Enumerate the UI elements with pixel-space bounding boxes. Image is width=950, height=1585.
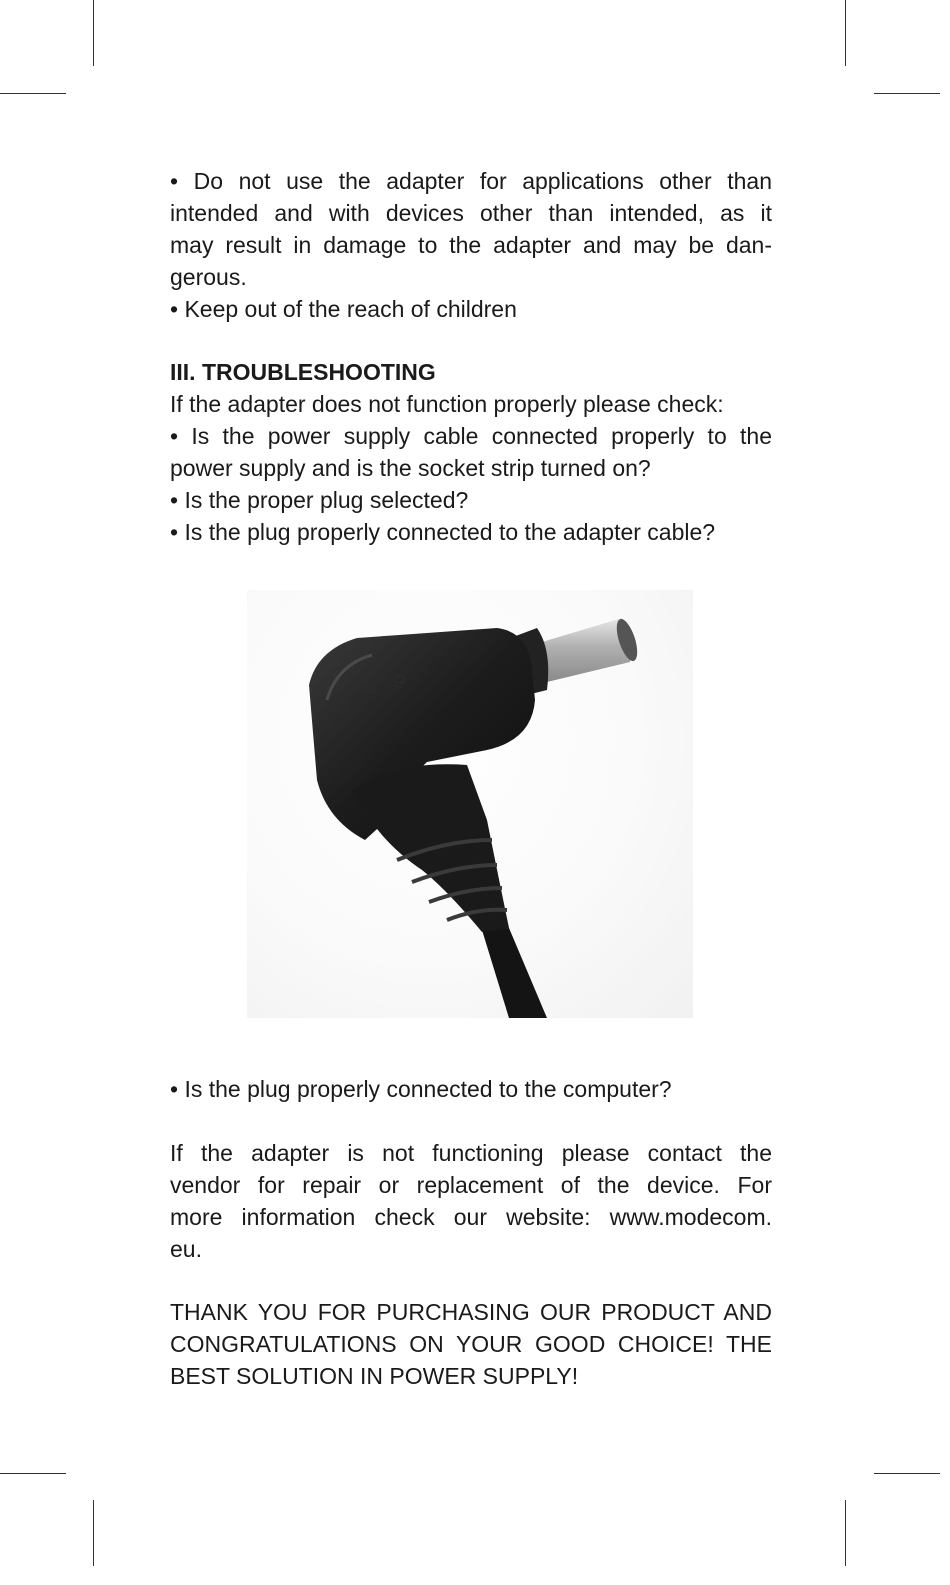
crop-mark-top-right xyxy=(845,0,846,66)
text-line: gerous. xyxy=(170,264,247,290)
text-line: power supply and is the socket strip turned on? xyxy=(170,455,651,481)
text-line: • Do not use the adapter for applications other than xyxy=(170,168,772,194)
text-line: vendor for repair or replacement of the device. For xyxy=(170,1172,772,1198)
check-cable xyxy=(170,420,772,484)
text-line: If the adapter is not functioning please contact the xyxy=(170,1140,772,1166)
crop-mark-bottom-left xyxy=(93,1500,94,1566)
svg-text:B: B xyxy=(363,682,382,697)
thank-you-paragraph xyxy=(170,1296,772,1392)
crop-mark-top-left-h xyxy=(0,93,66,94)
plug-photo xyxy=(247,590,693,1018)
text-line: may result in damage to the adapter and may be dan- xyxy=(170,232,772,258)
angled-dc-plug-image xyxy=(247,590,693,1018)
crop-mark-bottom-right xyxy=(845,1500,846,1566)
text-line: intended and with devices other than intended, as it xyxy=(170,200,772,226)
crop-mark-top-left xyxy=(93,0,94,66)
text-line: THANK YOU FOR PURCHASING OUR PRODUCT AND xyxy=(170,1299,772,1325)
check-plug-adapter: • Is the plug properly connected to the adapter cable? xyxy=(170,519,716,545)
text-line: more information check our website: www.modecom. xyxy=(170,1204,772,1230)
crop-mark-top-right-h xyxy=(874,93,940,94)
crop-mark-bottom-right-h xyxy=(874,1473,940,1474)
safety-bullet-usage xyxy=(170,165,772,293)
check-plug-computer: • Is the plug properly connected to the computer? xyxy=(170,1076,672,1102)
text-line: BEST SOLUTION IN POWER SUPPLY! xyxy=(170,1363,579,1389)
safety-bullet-children: • Keep out of the reach of children xyxy=(170,296,517,322)
text-line: • Is the power supply cable connected properly to the xyxy=(170,423,772,449)
section-heading: III. TROUBLESHOOTING xyxy=(170,359,436,385)
svg-text:ID: ID xyxy=(390,672,410,692)
text-line: eu. xyxy=(170,1236,202,1262)
contact-paragraph xyxy=(170,1137,772,1265)
text-line: CONGRATULATIONS ON YOUR GOOD CHOICE! THE xyxy=(170,1331,772,1357)
troubleshooting-intro: If the adapter does not function properly please check: xyxy=(170,391,724,417)
crop-mark-bottom-left-h xyxy=(0,1473,66,1474)
check-plug-selected: • Is the proper plug selected? xyxy=(170,487,469,513)
